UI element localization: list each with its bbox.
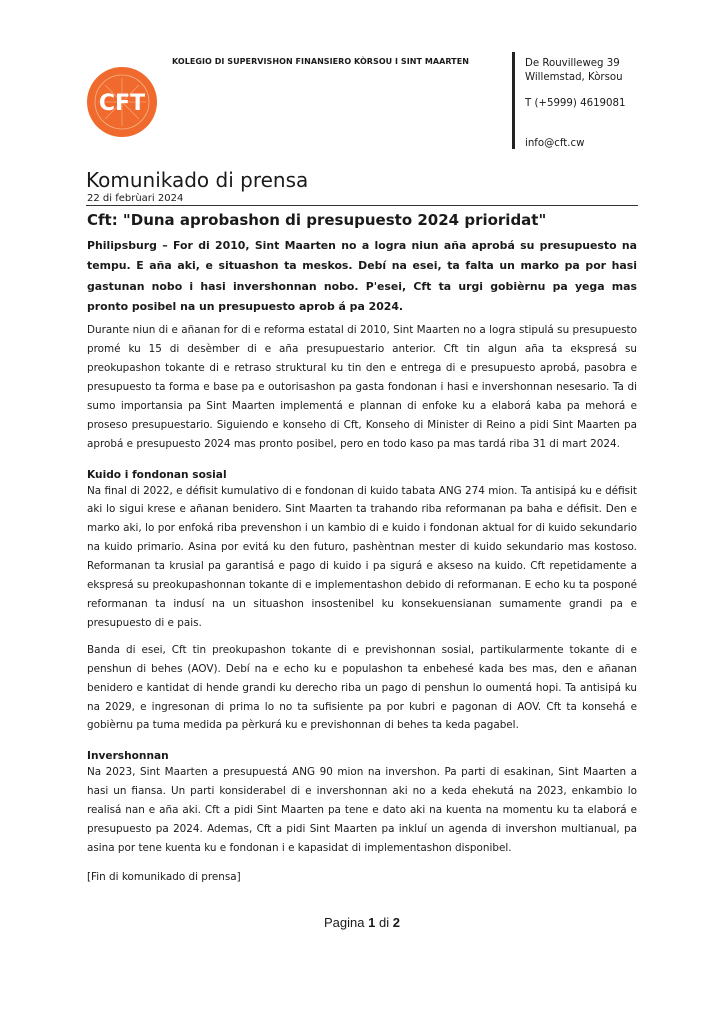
svg-text:CFT: CFT [98, 91, 146, 116]
page-total: 2 [392, 915, 400, 930]
header-divider [512, 52, 515, 149]
address-line: De Rouvilleweg 39 [525, 58, 620, 69]
body-paragraph: Banda di esei, Cft tin preokupashon tokante di e previshonnan sosial, partikularmente tokante di e penshun di behes (AOV). Debí na e echo ku e populashon ta enbehesé kada bes mas, den e añanan benidero e kantidat di hende grandi ku derecho riba un pago di penshun lo oumentá hopi. Ta antisipá ku na 2029, e ingresonan di prima lo no ta sufisiente pa por kubri e pagonan di AOV. Cft ta konsehá e gobièrnu pa tuma medida pa pèrkurá ku e previshonnan di behes ta keda pagabel. [87, 643, 637, 732]
headline: Cft: "Duna aprobashon di presupuesto 2024 prioridat" [87, 211, 547, 229]
email-link[interactable]: info@cft.cw [525, 138, 585, 149]
page-label: Pagina [324, 915, 365, 930]
section-heading: Kuido i fondonan sosial [87, 468, 227, 481]
page-current: 1 [368, 915, 376, 930]
document-date: 22 di febrùari 2024 [87, 193, 184, 204]
body-paragraph: Durante niun di e añanan for di e reforma estatal di 2010, Sint Maarten no a logra stipulá su presupuesto promé ku 15 di desèmber di e aña presupuestario anterior. Cft tin algun aña ta ekspresá su preokupashon tokante di e retraso struktural ku tin den e entrega di e presupuesto aprobá, pasobra e presupuesto ta forma e base pa e outorisashon pa gasta fondonan i hasi e invershonnan nesesario. Ta di sumo importansia pa Sint Maarten implementá e plannan di enfoke ku a elaborá kaba pa mehorá e proseso presupuestario. Siguiendo e konseho di Cft, Konseho di Minister di Reino a pidi Sint Maarten pa aprobá e presupuesto 2024 mas pronto posibel, pero en todo kaso pa mas tardá riba 31 di mart 2024. [87, 324, 637, 450]
page-sep: di [378, 915, 390, 930]
body-paragraph: Na final di 2022, e défisit kumulativo di e fondonan di kuido tabata ANG 274 mion. Ta antisipá ku e défisit aki lo sigui krese e añanan benidero. Sint Maarten ta trahando riba reformanan pa baha e défisit. Den e marko aki, lo por enfoká riba prevenshon i un kambio di e kuido i fondonan aktual for di kuido sekundario na kuido primario. Asina por evitá ku den futuro, pashèntnan mester di kuido sekundario mas kostoso. Reformanan ta krusial pa garantisá e pago di kuido i pa sigurá e akseso na kuido. Cft repetidamente a ekspresá su preokupashonnan tokante di e implementashon debido di reformanan. E echo ku ta posponé reformanan ta indusí na un situashon insostenibel ku konsekuensianan sumamente grandi pa e presupuesto di e pais. [87, 484, 637, 629]
phone: T (+5999) 4619081 [525, 98, 626, 109]
document-body [87, 168, 637, 884]
organization-name: KOLEGIO DI SUPERVISHON FINANSIERO KÒRSOU I SINT MAARTEN [172, 57, 469, 66]
cft-logo [86, 66, 158, 138]
document-type-title: Komunikado di prensa [86, 168, 309, 192]
address-line: Willemstad, Kòrsou [525, 72, 623, 83]
page-number [0, 915, 724, 930]
section-heading: Invershonnan [87, 750, 169, 763]
contact-block [525, 57, 625, 151]
closing-note: [Fin di komunikado di prensa] [87, 870, 241, 883]
body-paragraph: Na 2023, Sint Maarten a presupuestá ANG 90 mion na invershon. Pa parti di esakinan, Sint Maarten a hasi un fiansa. Un parti konsiderabel di e invershonnan aki no a keda ehekutá na 2023, enkambio lo realisá nan e aña aki. Cft a pidi Sint Maarten pa tene e dato aki na kuenta na momentu ku ta elaborá e presupuesto pa 2024. Ademas, Cft a pidi Sint Maarten pa inkluí un agenda di invershon multianual, pa asina por tene kuenta ku e fondonan i e kapasidat di implementashon disponibel. [87, 766, 637, 854]
lead-paragraph: Philipsburg – For di 2010, Sint Maarten no a logra niun aña aprobá su presupuesto na tempu. E aña aki, e situashon ta meskos. Debí na esei, ta falta un marko pa por hasi gastunan nobo i hasi invershonnan nobo. P'esei, Cft ta urgi gobièrnu pa yega mas pronto posibel na un presupuesto aprob á pa 2024. [87, 239, 637, 313]
title-rule [86, 205, 638, 206]
